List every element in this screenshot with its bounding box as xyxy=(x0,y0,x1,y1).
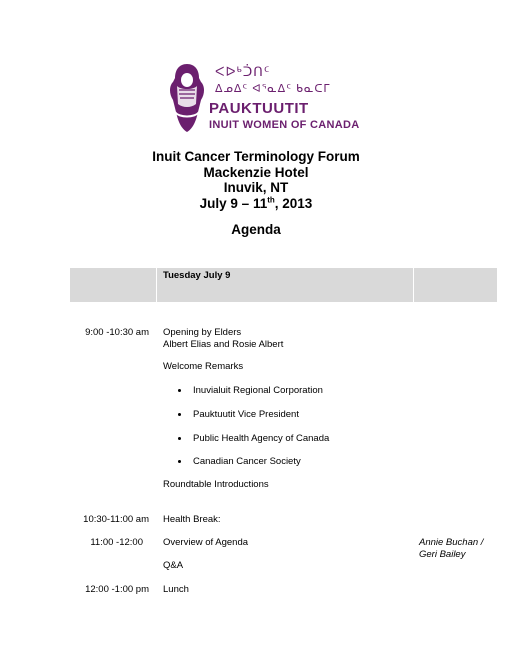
bullet-marker xyxy=(178,389,181,392)
dates xyxy=(0,196,512,212)
session-title: Opening by Elders xyxy=(163,327,242,338)
logo-syllabics-name: ᐸᐅᒃᑑᑎᑦ xyxy=(215,64,271,79)
presenter-name: Annie Buchan / xyxy=(419,537,484,548)
list-item: Canadian Cancer Society xyxy=(193,456,301,467)
column-divider xyxy=(413,268,414,302)
list-item: Inuvialuit Regional Corporation xyxy=(193,385,323,396)
session-subtitle: Albert Elias and Rosie Albert xyxy=(163,339,284,350)
presenter-name: Geri Bailey xyxy=(419,549,466,560)
pauktuutit-logo xyxy=(163,60,358,136)
welcome-remarks: Welcome Remarks xyxy=(163,361,244,372)
session-time: 12:00 -1:00 pm xyxy=(85,584,149,595)
document-title-block xyxy=(0,149,512,211)
session-title: Lunch xyxy=(163,584,189,595)
session-time: 10:30-11:00 am xyxy=(83,514,149,525)
bullet-marker xyxy=(178,413,181,416)
dates-start: July 9 – 11 xyxy=(199,195,268,211)
agenda-heading: Agenda xyxy=(231,222,281,237)
session-title: Health Break: xyxy=(163,514,221,525)
dates-suffix: th xyxy=(267,195,275,204)
list-item: Pauktuutit Vice President xyxy=(193,409,299,420)
qa-item: Q&A xyxy=(163,560,184,571)
venue: Mackenzie Hotel xyxy=(203,164,309,180)
day-label: Tuesday July 9 xyxy=(163,270,231,281)
dates-year: , 2013 xyxy=(274,195,313,211)
day-header-row xyxy=(70,268,497,302)
logo-subtitle: INUIT WOMEN OF CANADA xyxy=(209,119,360,131)
bullet-marker xyxy=(178,460,181,463)
list-item: Public Health Agency of Canada xyxy=(193,433,330,444)
bullet-marker xyxy=(178,437,181,440)
location: Inuvik, NT xyxy=(223,180,289,195)
roundtable-introductions: Roundtable Introductions xyxy=(163,479,269,490)
session-time: 11:00 -12:00 xyxy=(90,537,143,548)
column-divider xyxy=(156,268,157,302)
logo-syllabics-subtitle: ᐃᓄᐃᑦ ᐊᕐᓇᐃᑦ ᑲᓇᑕᒥ xyxy=(215,83,331,95)
forum-title: Inuit Cancer Terminology Forum xyxy=(152,149,360,164)
session-time: 9:00 -10:30 am xyxy=(85,327,149,338)
logo-name: PAUKTUUTIT xyxy=(209,100,309,117)
session-title: Overview of Agenda xyxy=(163,537,249,548)
inuit-woman-figure-icon xyxy=(163,60,211,136)
